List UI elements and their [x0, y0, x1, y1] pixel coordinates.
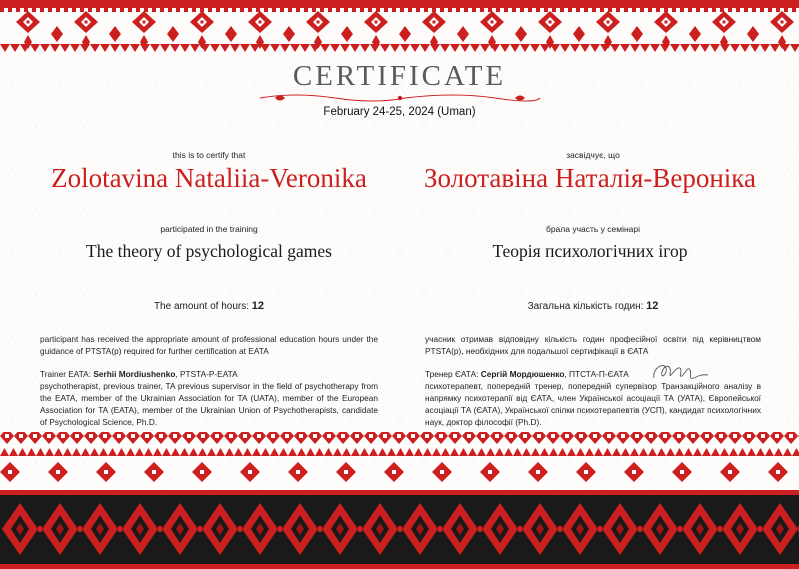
- en-trainer-title: , PTSTA-P-EATA: [175, 369, 238, 379]
- en-certify-text: this is to certify that: [172, 150, 246, 160]
- uk-participant-name: Золотавіна Наталія-Вероніка: [424, 163, 756, 193]
- uk-certify-text: засвідчує, що: [566, 150, 620, 160]
- uk-trainer-title: , ПТСТА-П-ЄАТА: [564, 369, 629, 379]
- uk-trainer-block: [425, 368, 761, 428]
- en-trainer-block: [40, 368, 378, 428]
- uk-trainer-prefix: Тренер ЄАТА:: [425, 369, 481, 379]
- en-participant-name: Zolotavina Nataliia-Veronika: [51, 163, 367, 193]
- uk-course-title: Теорія психологічних ігор: [492, 241, 688, 261]
- trainer-signature: [650, 360, 710, 386]
- en-participated-text: participated in the training: [160, 224, 258, 234]
- en-trainer-bio: psychotherapist, previous trainer, TA previous supervisor in the field of psychotherapy from the EATA, member of the Ukrainian Association for TA (UATA), member of the European Association for TA (EATA), member of the Ukrainian Union of Psychotherapists, candidate of Psychological Science, Ph.D.: [40, 381, 378, 427]
- uk-participated-text: брала участь у семінарі: [545, 224, 641, 234]
- en-hours-value: 12: [251, 300, 265, 312]
- certificate-title: CERTIFICATE: [292, 60, 507, 92]
- uk-trainer-bio: психотерапевт, попередній тренер, попередній супервізор Транзакційного аналізу в напрямку психотерапії від ЄАТА, член Української асоціації ТА (УАТА), Європейської асоціації ТА (ЄАТА), Української спілки психотерапевтів (УСП), кандидат психологічних наук, доктор філософії (Ph.D).: [425, 381, 761, 427]
- en-hours: [40, 300, 378, 312]
- en-trainer-name: Serhii Mordiushenko: [93, 369, 176, 379]
- title-ornament: [255, 90, 545, 106]
- uk-hours-value: 12: [646, 300, 659, 312]
- uk-hours-label: Загальна кількість годин:: [527, 301, 644, 312]
- en-hours-label: The amount of hours:: [153, 301, 250, 312]
- uk-trainer-name: Сергій Мордюшенко: [480, 369, 565, 379]
- certificate-date: February 24-25, 2024 (Uman): [323, 106, 476, 118]
- en-trainer-prefix: Trainer EATA:: [40, 369, 94, 379]
- top-embroidery-border: [0, 0, 799, 58]
- uk-hours: [425, 300, 761, 312]
- uk-education-paragraph: учасник отримав відповідну кількість годин професійної освіти під керівництвом PTSTA(p), необхідних для подальшої сертифікації в ЄАТА: [425, 334, 761, 356]
- bottom-embroidery-border: [0, 432, 799, 569]
- en-course-title: The theory of psychological games: [86, 241, 332, 261]
- en-education-paragraph: participant has received the appropriate amount of professional education hours under the guidance of PTSTA(p) required for further certification at EATA: [40, 334, 378, 356]
